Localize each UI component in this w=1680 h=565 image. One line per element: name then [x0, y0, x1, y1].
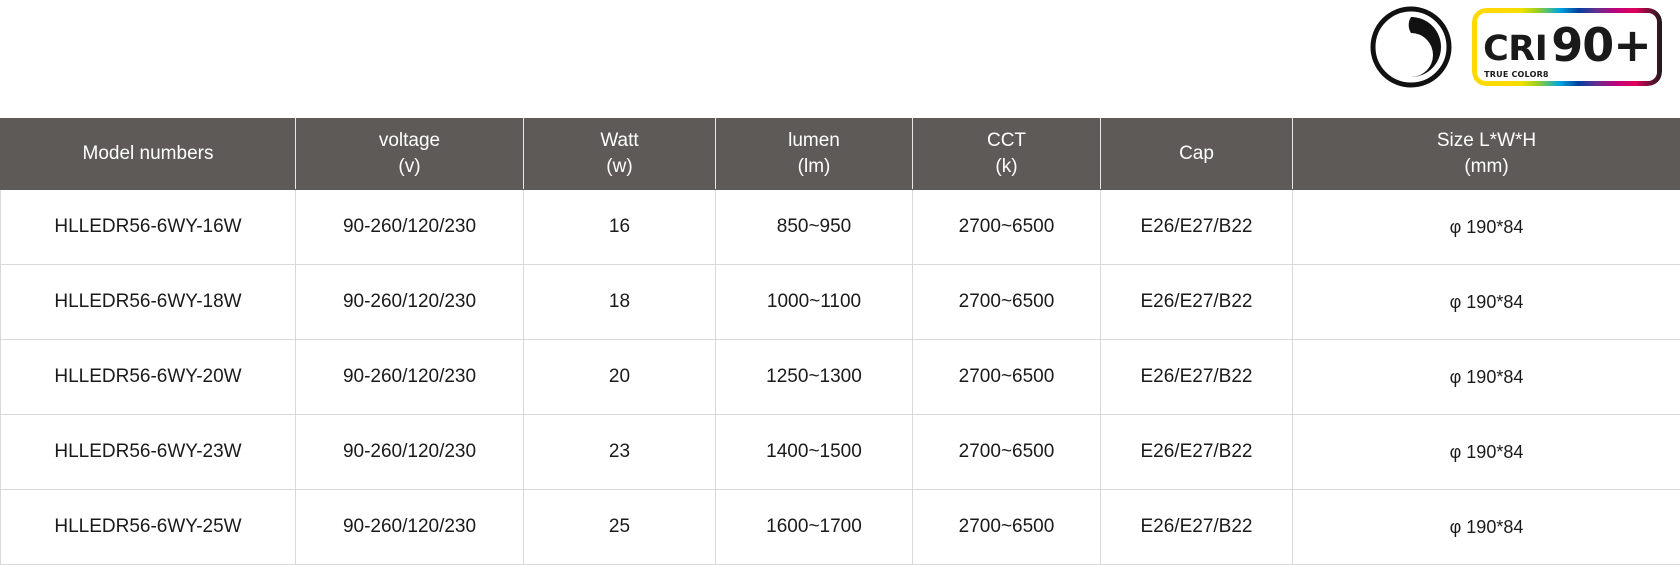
cell-lumen: 1600~1700 — [716, 490, 913, 565]
column-header-cap-line1: Cap — [1102, 141, 1291, 167]
cri-subtitle: TRUE COLOR8 — [1484, 71, 1549, 79]
cell-cap: E26/E27/B22 — [1101, 340, 1293, 415]
column-header-cct-line2: (k) — [914, 154, 1099, 180]
column-header-lumen-line1: lumen — [717, 128, 911, 154]
cell-cap: E26/E27/B22 — [1101, 265, 1293, 340]
column-header-model-line1: Model numbers — [2, 141, 294, 167]
column-header-size-line1: Size L*W*H — [1294, 128, 1679, 154]
cell-lumen: 850~950 — [716, 190, 913, 265]
cell-model: HLLEDR56-6WY-23W — [1, 415, 296, 490]
column-header-model — [1, 119, 296, 190]
specification-table — [0, 118, 1680, 565]
cell-lumen: 1400~1500 — [716, 415, 913, 490]
cell-watt: 20 — [524, 340, 716, 415]
column-header-size — [1293, 119, 1680, 190]
column-header-cct-line1: CCT — [914, 128, 1099, 154]
table-row — [1, 415, 1680, 490]
table-row — [1, 340, 1680, 415]
column-header-cct — [913, 119, 1101, 190]
cell-size: φ 190*84 — [1293, 190, 1680, 265]
cri-word: CRI — [1483, 29, 1547, 69]
column-header-size-line2: (mm) — [1294, 154, 1679, 180]
table-header-row — [1, 119, 1680, 190]
cell-watt: 23 — [524, 415, 716, 490]
column-header-watt — [524, 119, 716, 190]
column-header-watt-line1: Watt — [525, 128, 714, 154]
cell-size: φ 190*84 — [1293, 415, 1680, 490]
table-row — [1, 190, 1680, 265]
badge-row — [1368, 4, 1662, 90]
cell-cap: E26/E27/B22 — [1101, 190, 1293, 265]
cell-cct: 2700~6500 — [913, 265, 1101, 340]
cell-voltage: 90-260/120/230 — [296, 415, 524, 490]
cell-model: HLLEDR56-6WY-16W — [1, 190, 296, 265]
cell-voltage: 90-260/120/230 — [296, 490, 524, 565]
cri-badge-inner — [1477, 13, 1657, 81]
cell-size: φ 190*84 — [1293, 490, 1680, 565]
column-header-lumen — [716, 119, 913, 190]
column-header-watt-line2: (w) — [525, 154, 714, 180]
cell-cct: 2700~6500 — [913, 190, 1101, 265]
cri-number: 90+ — [1551, 25, 1651, 66]
cell-cap: E26/E27/B22 — [1101, 490, 1293, 565]
cell-model: HLLEDR56-6WY-18W — [1, 265, 296, 340]
cell-cct: 2700~6500 — [913, 415, 1101, 490]
cell-cct: 2700~6500 — [913, 490, 1101, 565]
column-header-cap — [1101, 119, 1293, 190]
cell-lumen: 1250~1300 — [716, 340, 913, 415]
table-header — [1, 119, 1680, 190]
cell-voltage: 90-260/120/230 — [296, 190, 524, 265]
cell-lumen: 1000~1100 — [716, 265, 913, 340]
cell-model: HLLEDR56-6WY-20W — [1, 340, 296, 415]
table-row — [1, 490, 1680, 565]
cell-voltage: 90-260/120/230 — [296, 265, 524, 340]
cri-word-wrap — [1483, 33, 1547, 66]
cell-watt: 16 — [524, 190, 716, 265]
cell-size: φ 190*84 — [1293, 265, 1680, 340]
column-header-voltage — [296, 119, 524, 190]
table-body — [1, 190, 1680, 565]
cell-voltage: 90-260/120/230 — [296, 340, 524, 415]
cell-model: HLLEDR56-6WY-25W — [1, 490, 296, 565]
cell-watt: 25 — [524, 490, 716, 565]
column-header-lumen-line2: (lm) — [717, 154, 911, 180]
cell-watt: 18 — [524, 265, 716, 340]
cri-badge — [1472, 8, 1662, 86]
table-row — [1, 265, 1680, 340]
cell-cap: E26/E27/B22 — [1101, 415, 1293, 490]
column-header-voltage-line2: (v) — [297, 154, 522, 180]
cell-size: φ 190*84 — [1293, 340, 1680, 415]
column-header-voltage-line1: voltage — [297, 128, 522, 154]
cell-cct: 2700~6500 — [913, 340, 1101, 415]
circle-swirl-icon — [1368, 4, 1454, 90]
